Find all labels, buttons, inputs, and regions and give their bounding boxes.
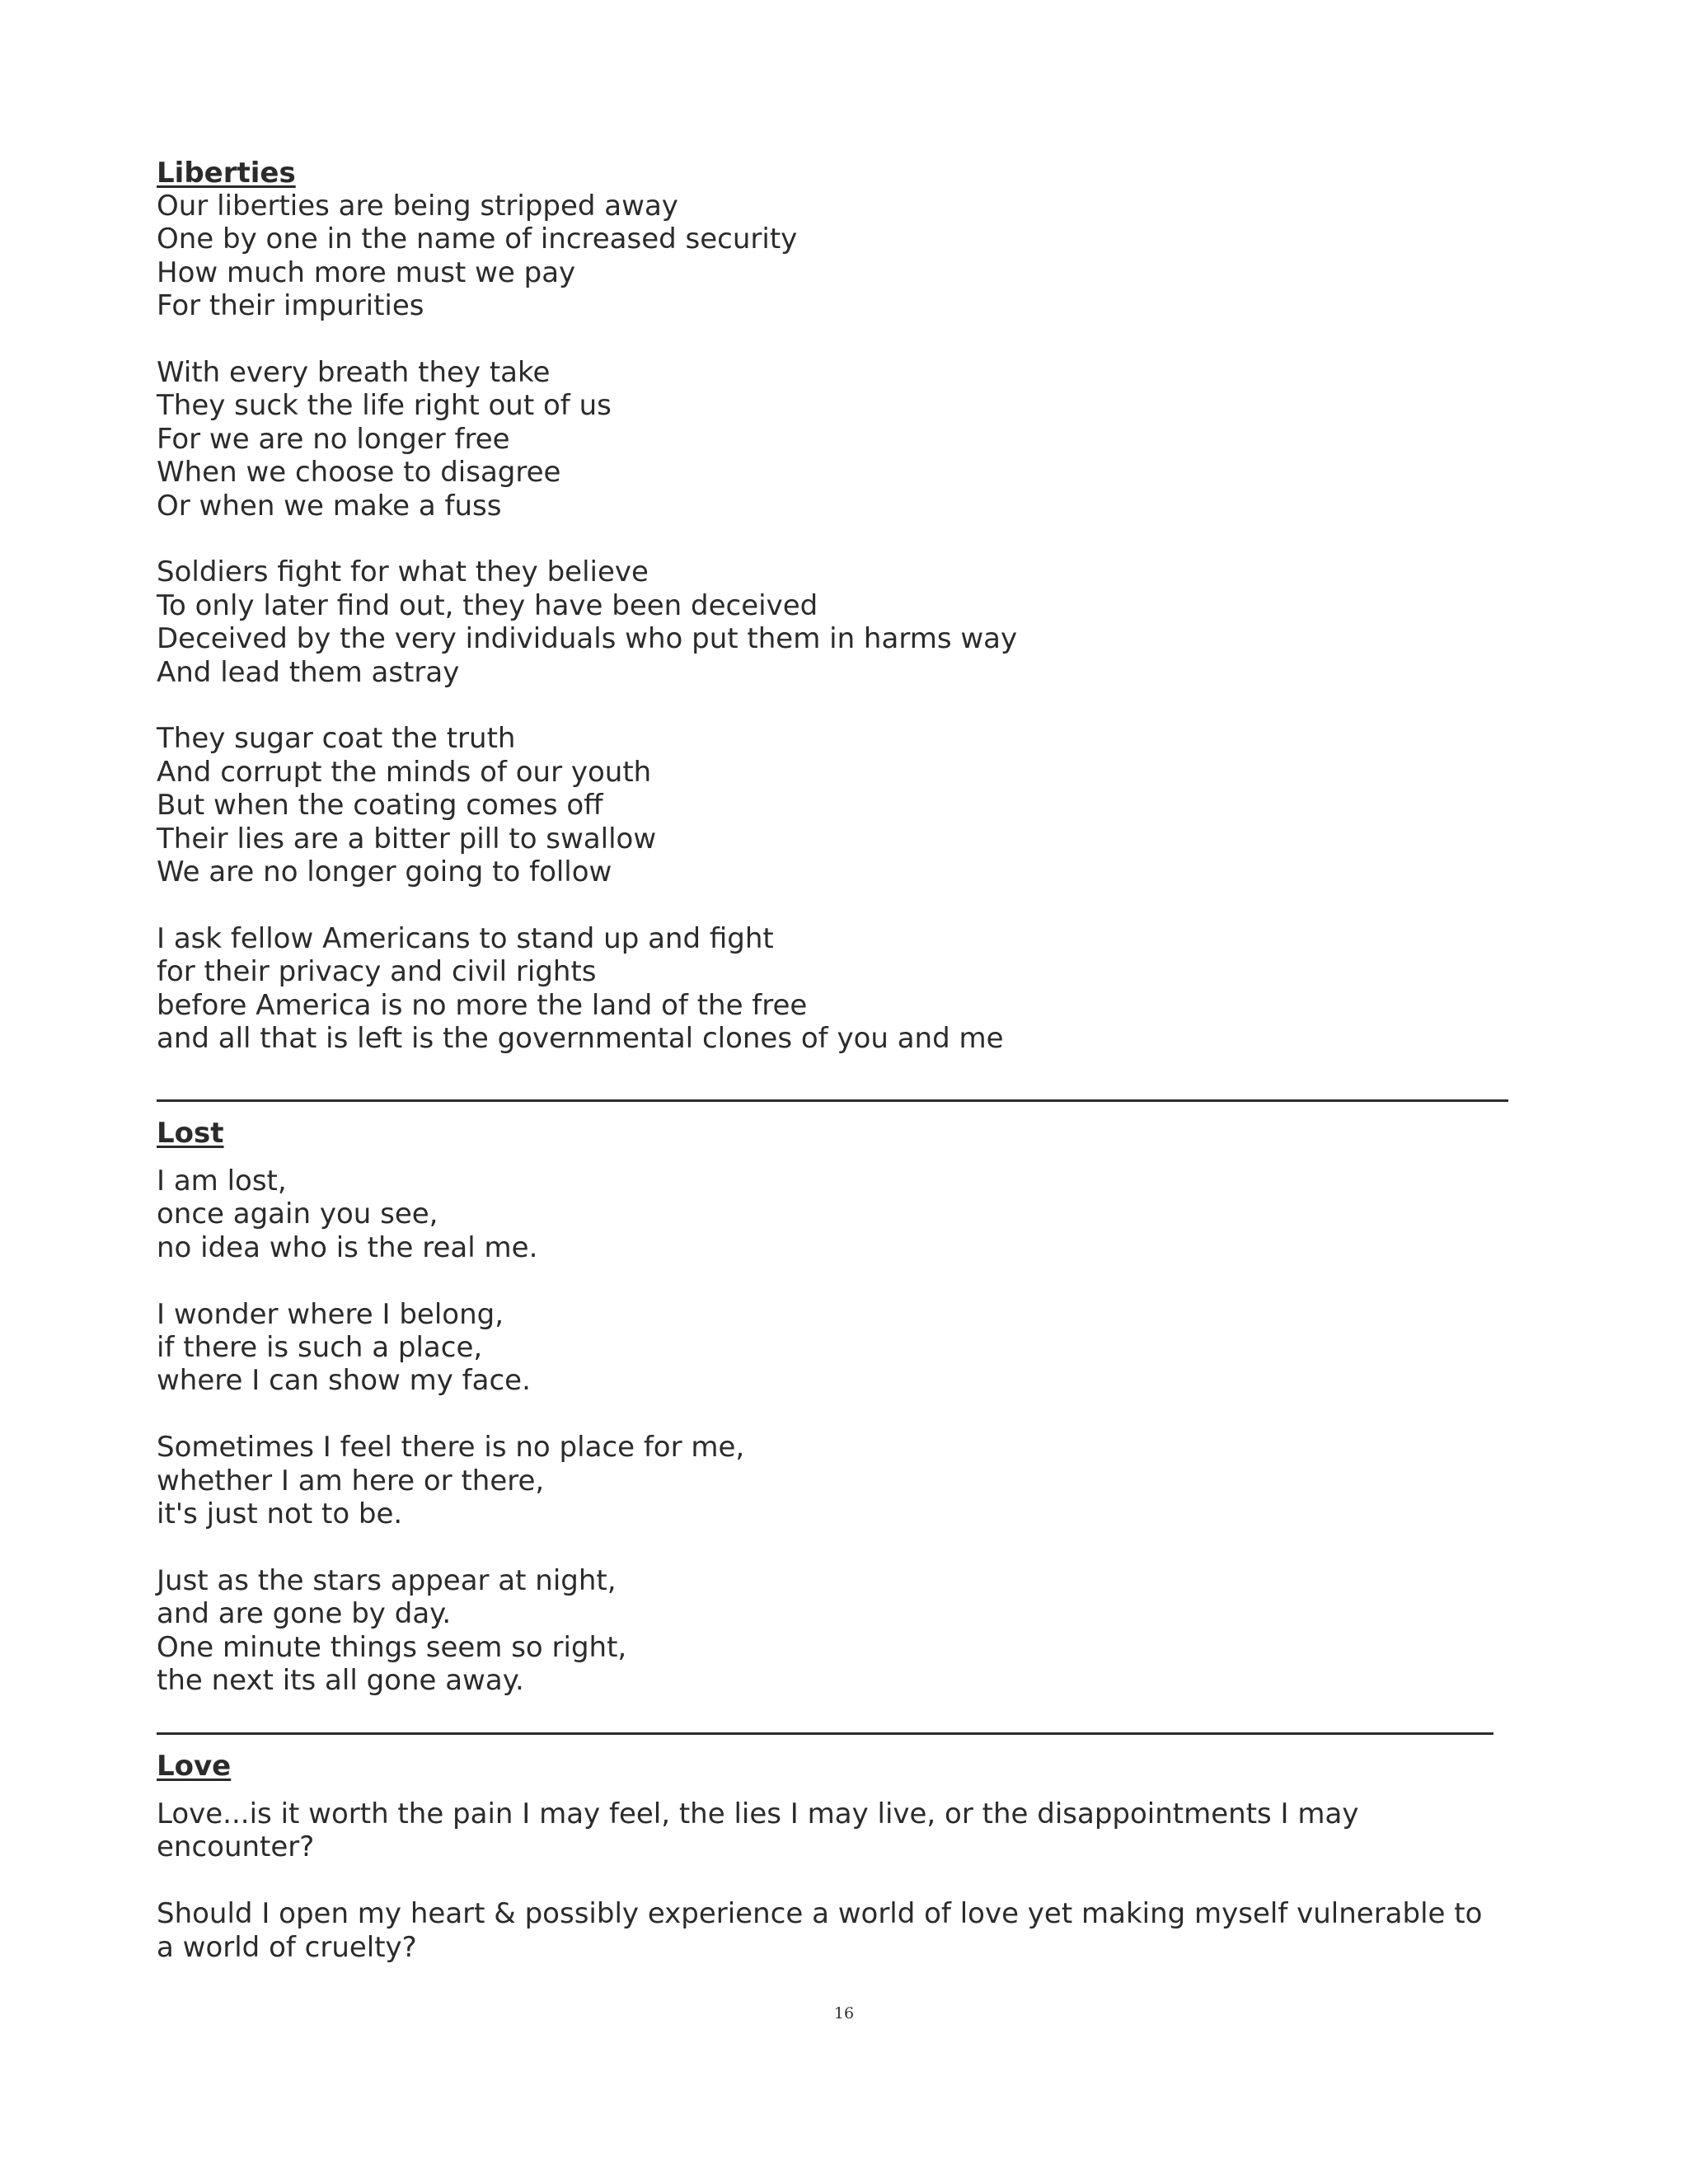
stanza	[157, 1298, 744, 1398]
stanza	[157, 1431, 744, 1530]
poem-line: Their lies are a bitter pill to swallow	[157, 822, 657, 855]
poem-line: and all that is left is the governmental clones of you and me	[157, 1022, 1004, 1056]
poem-line: I am lost,	[157, 1165, 287, 1197]
poem-line: Sometimes I feel there is no place for me,	[157, 1431, 745, 1465]
page-number: 16	[833, 2004, 855, 2022]
poem-line: With every breath they take	[157, 356, 551, 390]
poem-line: Soldiers fight for what they believe	[157, 555, 649, 589]
poem-line: if there is such a place,	[157, 1331, 483, 1365]
poem-line: They suck the life right out of us	[157, 389, 612, 423]
poem-stanzas	[157, 190, 1017, 1056]
stanza	[157, 722, 1017, 888]
poem-line: Deceived by the very individuals who put them in harms way	[157, 622, 1018, 656]
poem-stanzas	[157, 1165, 744, 1697]
stanza	[157, 356, 1017, 523]
poem-line: To only later find out, they have been deceived	[157, 588, 818, 622]
poem-line: How much more must we pay	[157, 255, 576, 289]
poem-liberties	[157, 157, 1017, 1056]
stanza	[157, 1564, 744, 1698]
stanza	[157, 922, 1017, 1056]
poem-line: where I can show my face.	[157, 1364, 531, 1398]
stanza	[157, 1165, 744, 1264]
poem-line: When we choose to disagree	[157, 456, 561, 490]
poem-paragraph: Love...is it worth the pain I may feel, the lies I may live, or the disappointments I may encounter?	[157, 1797, 1359, 1864]
poem-line: For their impurities	[157, 289, 424, 323]
poem-line: One minute things seem so right,	[157, 1630, 627, 1664]
poem-line: it's just not to be.	[157, 1497, 403, 1531]
poem-title-love: Love	[157, 1750, 232, 1783]
poem-line: They sugar coat the truth	[157, 722, 516, 756]
poem-lost	[157, 1117, 744, 1697]
poem-paragraph: Should I open my heart & possibly experience a world of love yet making myself vulnerable to a world of cruelty?	[157, 1897, 1483, 1964]
poem-title-lost: Lost	[157, 1117, 224, 1150]
poem-line: Or when we make a fuss	[157, 489, 502, 523]
poem-paragraphs	[157, 1797, 1517, 1964]
poem-line: One by one in the name of increased security	[157, 223, 798, 256]
poem-line: no idea who is the real me.	[157, 1230, 538, 1264]
poem-line: But when the coating comes off	[157, 789, 603, 823]
poem-line: once again you see,	[157, 1197, 438, 1231]
poem-line: Our liberties are being stripped away	[157, 190, 678, 223]
poem-line: We are no longer going to follow	[157, 855, 612, 889]
poem-line: and are gone by day.	[157, 1597, 452, 1631]
poem-line: the next its all gone away.	[157, 1664, 524, 1698]
stanza	[157, 555, 1017, 689]
poem-line: for their privacy and civil rights	[157, 955, 597, 989]
section-divider	[157, 1732, 1493, 1735]
poem-line: For we are no longer free	[157, 422, 510, 456]
poem-line: Just as the stars appear at night,	[157, 1563, 617, 1597]
poem-title-liberties: Liberties	[157, 157, 296, 190]
poem-line: I wonder where I belong,	[157, 1297, 504, 1331]
poem-line: whether I am here or there,	[157, 1464, 545, 1497]
poem-love	[157, 1750, 1517, 1964]
poem-line: before America is no more the land of the free	[157, 988, 808, 1022]
poem-line: And corrupt the minds of our youth	[157, 755, 652, 789]
poem-line: I ask fellow Americans to stand up and fight	[157, 921, 774, 955]
section-divider	[157, 1099, 1508, 1102]
poem-line: And lead them astray	[157, 655, 460, 689]
stanza	[157, 190, 1017, 323]
